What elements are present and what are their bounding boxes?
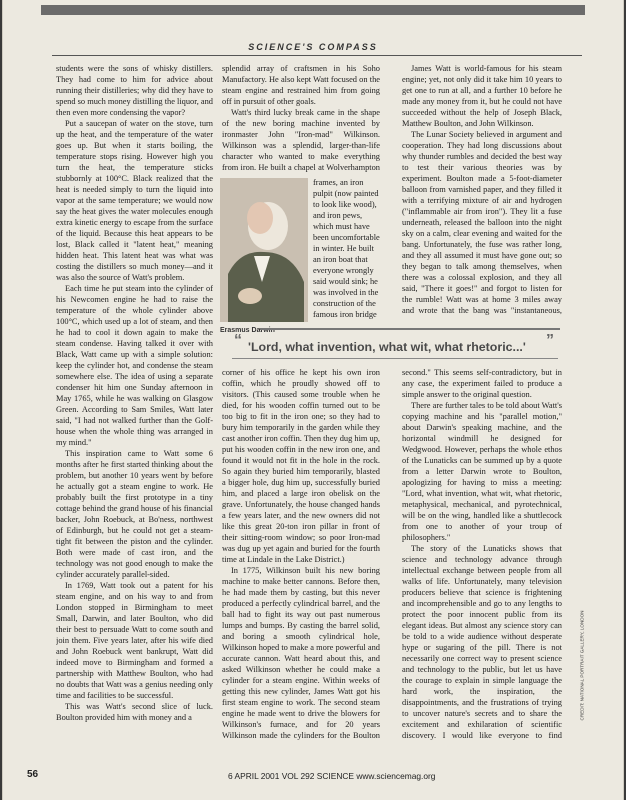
paragraph: In 1769, Watt took out a patent for his steam engine, and on his way to and from London stopped in Birmingham to meet Small, Darwin, and later Boulton, who did their best to persuade Watt to come south and join them. Five years later, after his wife died and John Roebuck went bankrupt, Watt did indeed move to Birmingham and formed a partnership with Matthew Boulton, who had no doubts that Watt was a genius needing only time and facilities to be successful. (56, 581, 213, 700)
paragraph: In 1775, Wilkinson built his new boring machine to make better cannons. Before then, he had made them by casting, but this never produced a perfectly cylindrical barrel, and the ball had to fight its way out past numerous lumps and bumps. By casting the barrel solid, and boring a smooth cylindrical hole, Wilkinson hoped to make a more powerful and accurate cannon. Watt heard about this, and asked Wilkinson whether he could make a cylinder for a steam engine. Within weeks of getting this new cylinder, James Watt got his first steam engine to work. The second steam engine he made went to drive the blowers for Wilkinson's furnace, and for 20 years Wilkinson made the cylinders for the Boulton (222, 566, 380, 740)
column-1 (56, 63, 213, 740)
paragraph: James Watt is world-famous for his steam engine; yet, not only did it take him 10 years to get one to run at all, and a further 10 before he made any money from it, but he could not have succeeded without the help of Joseph Black, Matthew Boulton, and John Wilkinson. (402, 64, 562, 128)
paragraph: This was Watt's second slice of luck. Boulton provided him with money and a (56, 702, 213, 722)
pull-quote-rule-top (260, 328, 560, 330)
paragraph: Watt's third lucky break came in the shape of the new boring machine invented by ironmaster John "Iron-mad" Wilkinson. Wilkinson was a splendid, larger-than-life character who wanted to make everything from iron. He built a chapel at Wolverhampton (222, 108, 380, 172)
page-number: 56 (27, 769, 39, 780)
column-3-top (402, 63, 562, 315)
column-2-wrap (313, 177, 380, 321)
column-2-top (222, 63, 380, 175)
open-quote-mark: “ (234, 332, 242, 349)
header-rule (52, 55, 582, 56)
paragraph: Each time he put steam into the cylinder of his Newcomen engine he had to raise the temperature of the whole cylinder above 100°C, which used up a lot of steam, and then he had to cool it down again to make the steam condense. Having talked it over with Black, Watt came up with a simple solution: keep the cylinder hot, and condense the steam somewhere else. The idea of using a separate condenser hit him one Sunday afternoon in May 1765, while he was walking on Glasgow Green. According to Sam Smiles, Watt later said, "I had not walked further than the Golf-house when the whole thing was arranged in my mind." (56, 284, 213, 447)
paragraph: There are further tales to be told about Watt's copying machine and his "parallel motion," about Darwin's speaking machine, and the horizontal windmill he designed for Wedgwood. However, perhaps the whole ethos of the Lunaticks can be summed up by a quote from a letter Darwin wrote to Boulton, apologizing for having to miss a meeting: "Lord, what invention, what wit, what rhetoric, metaphysical, mechanical, and pyrotechnical, will be on the wing, handled like a shuttlecock from one to another of your troup of philosophers." (402, 401, 562, 542)
figure-caption: Erasmus Darwin (220, 327, 275, 334)
paragraph: This inspiration came to Watt some 6 months after he first started thinking about the problem, but another 10 years went by before he actually got a steam engine to work. He probably built the first prototype in a tiny cottage behind the grand house of his financial backer, John Roebuck, at Bo'ness, northwest of Edinburgh, but he could not get a steam-tight fit between the piston and the cylinder. Both were made of cast iron, and the technology was not good enough to make the cylinder accurately parallel-sided. (56, 449, 213, 579)
paragraph: frames, an iron pulpit (now painted to look like wood), and iron pews, which must have been uncomfortable in winter. He built an iron boat that everyone wrongly said would sink; he was involved in the construction of the famous iron bridge (313, 178, 380, 319)
portrait-figure (220, 178, 308, 322)
paragraph: splendid array of craftsmen in his Soho Manufactory. He also kept Watt focused on the steam engine and restrained him from going off in pursuit of other goals. (222, 64, 380, 106)
paragraph: The Lunar Society believed in argument and cooperation. They had long discussions about why thunder rumbles and decided the best way to test their various theories was by experiment. Boulton made a 5-foot-diameter balloon from varnished paper, and they filled it with a terrifying mixture of air and hydrogen ("inflammable air from iron"). They lit a fuse underneath, released the balloon into the night sky on a calm, clear evening and waited for the bang. Unfortunately, the fuse was rather long, and they all assumed it must have gone out; so they began to talk among themselves, when there was a colossal explosion, and they all said, "There it goes!" and forgot to listen for the rumble! Watt was at home 3 miles away and wrote that the bang was "instantaneous, (402, 130, 562, 315)
top-bar (41, 5, 585, 15)
paragraph: corner of his office he kept his own iron coffin, which he proudly showed off to visitors. (This caused some trouble when he died, for his wooden coffin turned out to be too big to fit in the iron one; so they had to bury him temporarily in the garden while they cast another iron coffin. Then they dug him up, put his wooden coffin in the new iron one, and found it would not fit in the hole in the rock. So again they buried him temporarily, blasted a bigger hole, dug him up, successfully buried him, and placed a large iron obelisk on the grave. Unfortunately, the house changed hands a few years later, and the new owners did not like this great 20-ton iron pillar in front of their sitting-room window; so poor Iron-mad was dug up yet again and buried for the fourth time at Lindale in the Lake District.) (222, 368, 380, 564)
section-header: SCIENCE'S COMPASS (248, 42, 378, 52)
photo-credit (571, 605, 583, 731)
pull-quote: 'Lord, what invention, what wit, what rhetoric...' (248, 340, 526, 354)
photo-credit-text: CREDIT: NATIONAL PORTRAIT GALLERY, LONDON (579, 610, 585, 721)
column-2-bottom (222, 367, 380, 742)
column-3-bottom (402, 367, 562, 742)
footer-meta: 6 APRIL 2001 VOL 292 SCIENCE www.sciencemag.org (228, 771, 436, 781)
paragraph: second." This seems self-contradictory, but in any case, the experiment failed to produce a simple answer to the original question. (402, 368, 562, 399)
paragraph: students were the sons of whisky distillers. They had come to him for advice about running their distilleries; why did they have to spend so much money distilling the liquor, and then even more condensing the vapor? (56, 64, 213, 117)
portrait-image (220, 178, 308, 322)
pull-quote-rule-bottom (232, 358, 558, 359)
paragraph: The story of the Lunaticks shows that science and technology advance through intellectual exchange between people from all walks of life. Unfortunately, many television producers believe that science is frightening and incomprehensible and go to any lengths to protect the poor innocent public from its elegant ideas. But almost any science story can be told to a wide audience without desperate hype or sugaring of the pill. There is not necessarily one correct way to present science and technology to the public, but let us have the courage to explain in simple language the hard work, the inspiration, the disappointments, and the frustrations of trying to uncover nature's secrets and to share the excitement and exhilaration of scientific discovery. I would like everyone to find (402, 544, 562, 740)
paragraph: Put a saucepan of water on the stove, turn up the heat, and the temperature of the water goes up. But when it starts boiling, the temperature stops rising. However high you turn the heat, the temperature sticks stubbornly at 100°C. Black realized that the heat is needed simply to turn the liquid into vapor at the same temperature; we would now say the heat gives the water molecules enough extra kinetic energy to escape from the surface of the liquid. Because this heat appears to be lost, Black called it "latent heat," meaning hidden heat. This latent heat was what was costing the distillers so much money—and it was also the source of Watt's problem. (56, 119, 213, 282)
close-quote-mark: ” (546, 332, 554, 349)
